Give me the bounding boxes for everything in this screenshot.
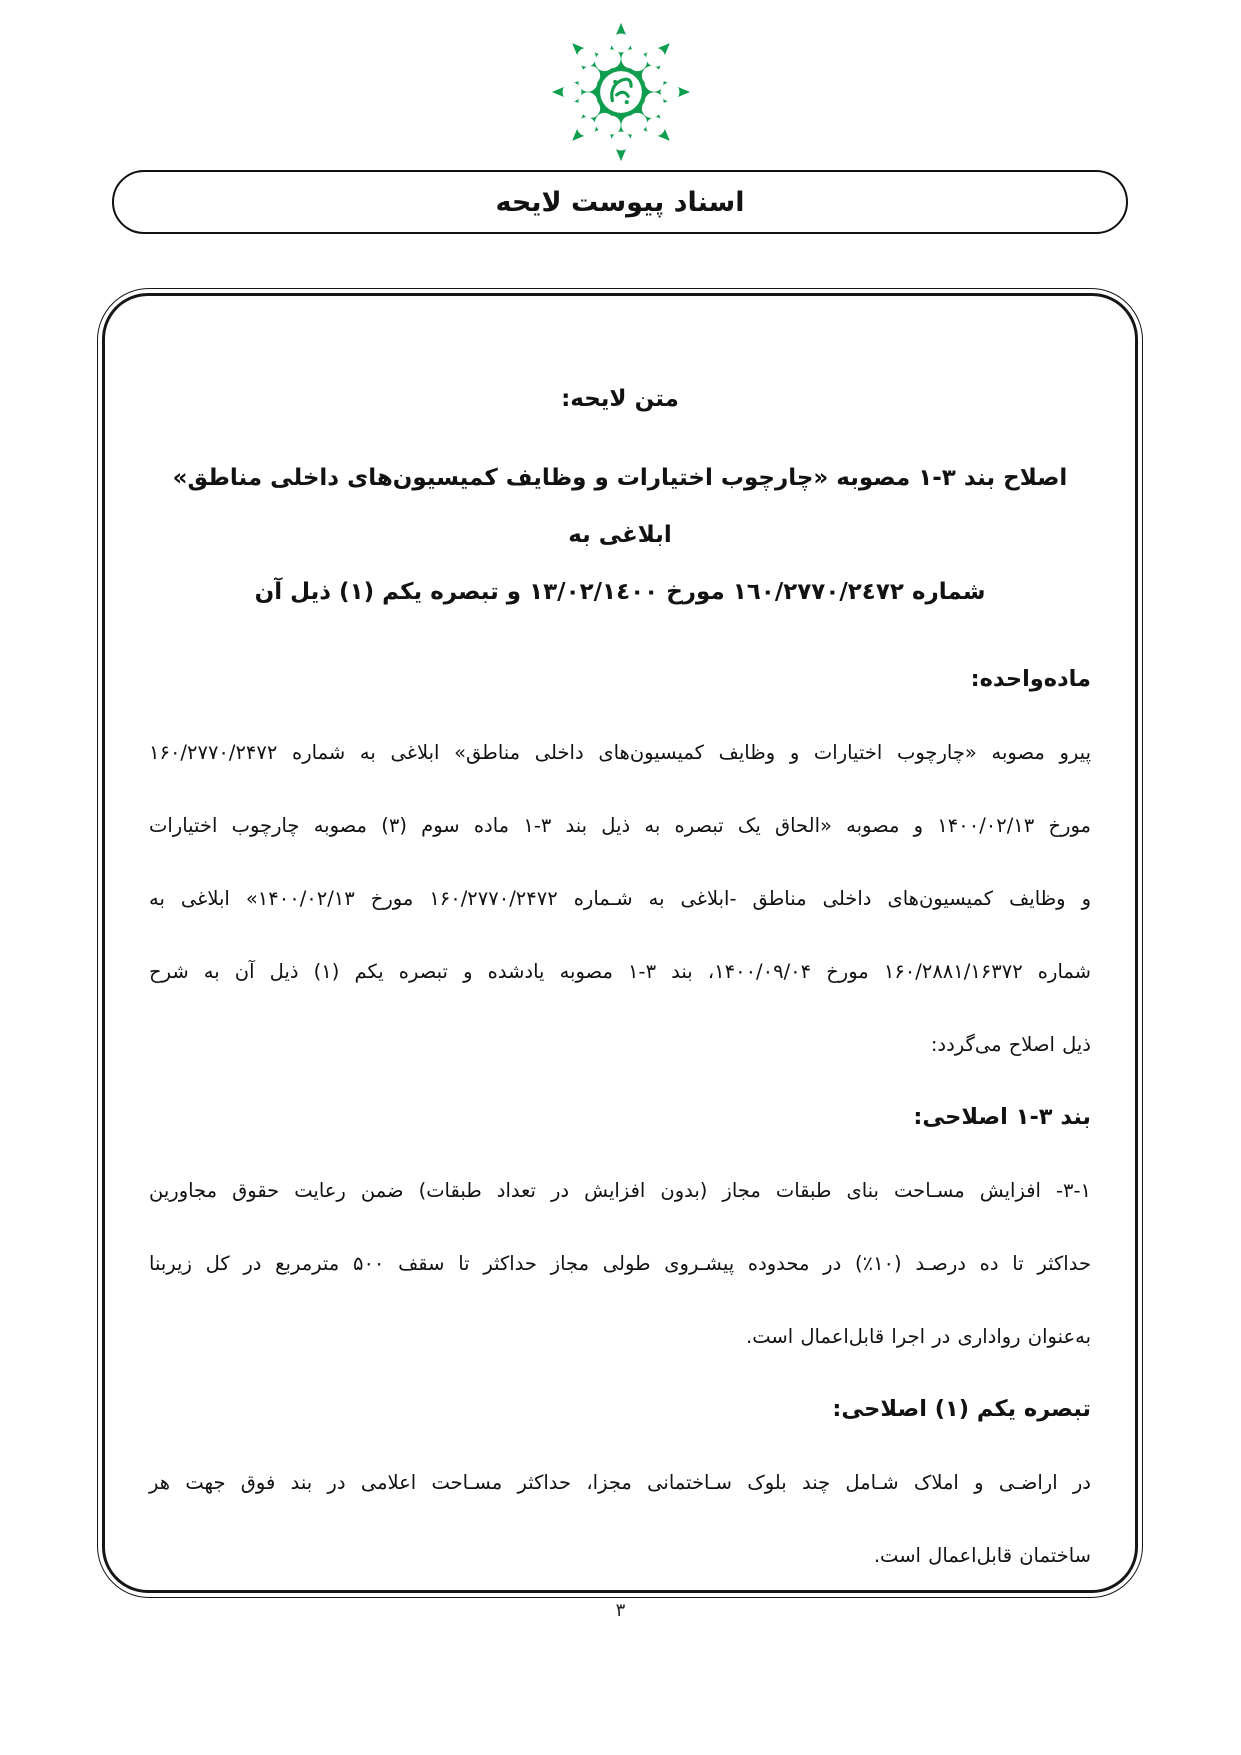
madeh-paragraph — [149, 716, 1091, 1081]
tabsereh-line: ساختمان قابل‌اعمال است. — [873, 1544, 1091, 1567]
band-line: حداکثر تا ده درصـد (۱۰٪) در محدوده پیشـروی طولی مجاز حداکثر تا سقف ۵۰۰ مترمربع در کل زیربنا — [149, 1252, 1092, 1275]
madeh-line: مورخ ۱۴۰۰/۰۲/۱۳ و مصوبه «الحاق یک تبصره به ذیل بند ۳-۱ ماده سوم (۳) مصوبه چارچوب اختیارات — [149, 814, 1091, 837]
band-line: به‌عنوان رواداری در اجرا قابل‌اعمال است. — [746, 1325, 1091, 1348]
tabsereh-paragraph — [149, 1446, 1091, 1592]
banner-title: اسناد پیوست لایحه — [495, 186, 745, 218]
tabsereh-line: در اراضـی و املاک شـامل چند بلوک سـاختمانی مجزا، حداکثر مسـاحت اعلامی در بند فوق جهت هر — [149, 1471, 1091, 1494]
tabsereh-heading: تبصره یکم (۱) اصلاحی: — [832, 1396, 1091, 1422]
madeh-line: و وظایف کمیسیون‌های داخلی مناطق -ابلاغی به شـماره ۱۶۰/۲۷۷۰/۲۴۷۲ مورخ ۱۴۰۰/۰۲/۱۳» ابلاغی به — [149, 887, 1092, 910]
band-line: ۳-۱- افزایش مسـاحت بنای طبقات مجاز (بدون افزایش در تعداد طبقات) ضمن رعایت حقوق مجاورین — [149, 1179, 1091, 1202]
madeh-line: پیرو مصوبه «چارچوب اختیارات و وظایف کمیسیون‌های داخلی مناطق» ابلاغی به شماره ۱۶۰/۲۷۷۰/۲۴۷۲ — [149, 741, 1091, 764]
band-paragraph — [149, 1154, 1091, 1373]
madeh-line: شماره ۱۶۰/۲۸۸۱/۱۶۳۷۲ مورخ ۱۴۰۰/۰۹/۰۴، بند ۳-۱ مصوبه یادشده و تبصره یکم (۱) ذیل آن به شرح — [149, 960, 1091, 983]
document-frame-inner — [102, 293, 1138, 1593]
madeh-line: ذیل اصلاح می‌گردد: — [930, 1033, 1091, 1056]
document-frame — [97, 288, 1143, 1598]
madeh-heading: ماده‌واحده: — [970, 666, 1091, 692]
page-number: ۳ — [615, 1600, 626, 1621]
band-heading: بند ۳-۱ اصلاحی: — [913, 1104, 1091, 1130]
doc-heading: متن لایحه: — [561, 386, 679, 412]
doc-title-line1: اصلاح بند ۳-۱ مصوبه «چارچوب اختیارات و وظایف کمیسیون‌های داخلی مناطق» ابلاغی به — [172, 465, 1068, 548]
doc-title — [149, 450, 1091, 621]
attachment-banner — [112, 170, 1128, 234]
document-body — [149, 374, 1091, 1592]
doc-title-line2: شماره ١٦٠/٢٧٧٠/٢٤٧٢ مورخ ١٣/٠٢/١٤٠٠ و تبصره یکم (١) ذیل آن — [254, 579, 986, 605]
tehran-municipality-logo-icon — [545, 20, 697, 164]
